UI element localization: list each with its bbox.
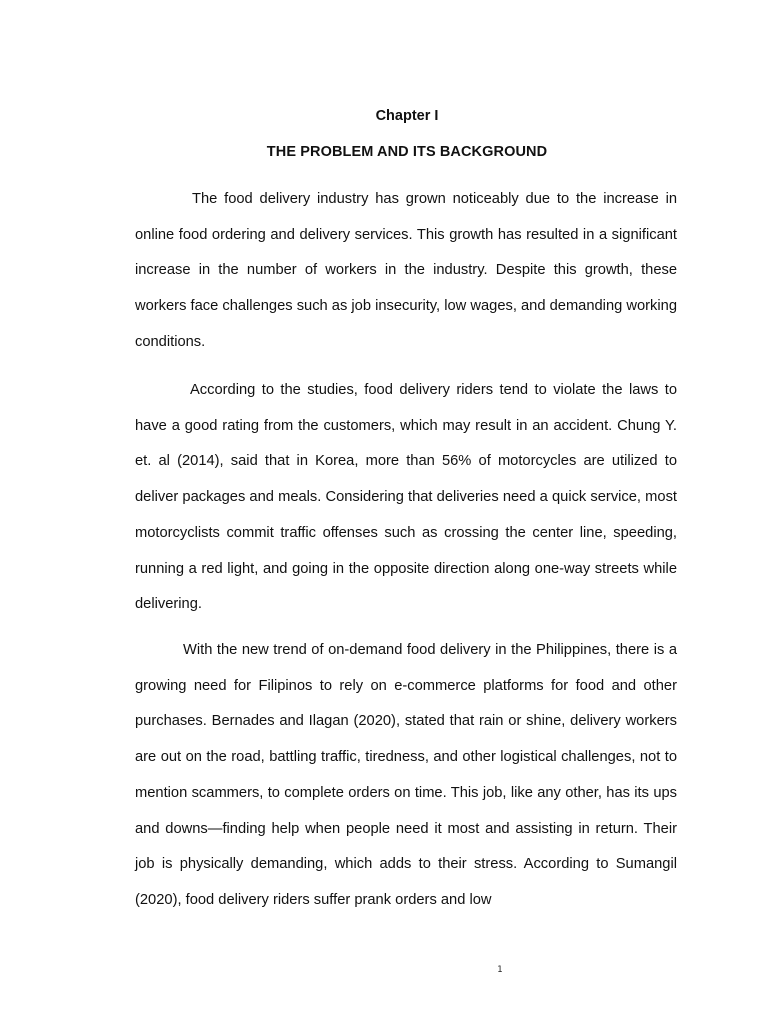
body-paragraph: According to the studies, food delivery riders tend to violate the laws to have a good rating from the customers, which may result in an accident. Chung Y. et. al (2014), said that in Korea, more than 56% of motorcycles are utilized to deliver packages and meals. Considering that deliveries need a quick service, most motorcyclists commit traffic offenses such as crossing the center line, speeding, running a red light, and going in the opposite direction along one-way streets while delivering. (135, 382, 677, 613)
chapter-heading: Chapter I (375, 108, 439, 124)
body-paragraph: The food delivery industry has grown noticeably due to the increase in online food ordering and delivery services. This growth has resulted in a significant increase in the number of workers in the industry. Despite this growth, these workers face challenges such as job insecurity, low wages, and demanding working conditions. (135, 191, 677, 350)
page-number: 1 (497, 965, 503, 975)
chapter-title: THE PROBLEM AND ITS BACKGROUND (266, 144, 548, 160)
body-paragraph: With the new trend of on-demand food delivery in the Philippines, there is a growing need for Filipinos to rely on e-commerce platforms for food and other purchases. Bernades and Ilagan (2020), stated that rain or shine, delivery workers are out on the road, battling traffic, tiredness, and other logistical challenges, not to mention scammers, to complete orders on time. This job, like any other, has its ups and downs—finding help when people need it most and assisting in return. Their job is physically demanding, which adds to their stress. According to Sumangil (2020), food delivery riders suffer prank orders and low (135, 642, 677, 908)
